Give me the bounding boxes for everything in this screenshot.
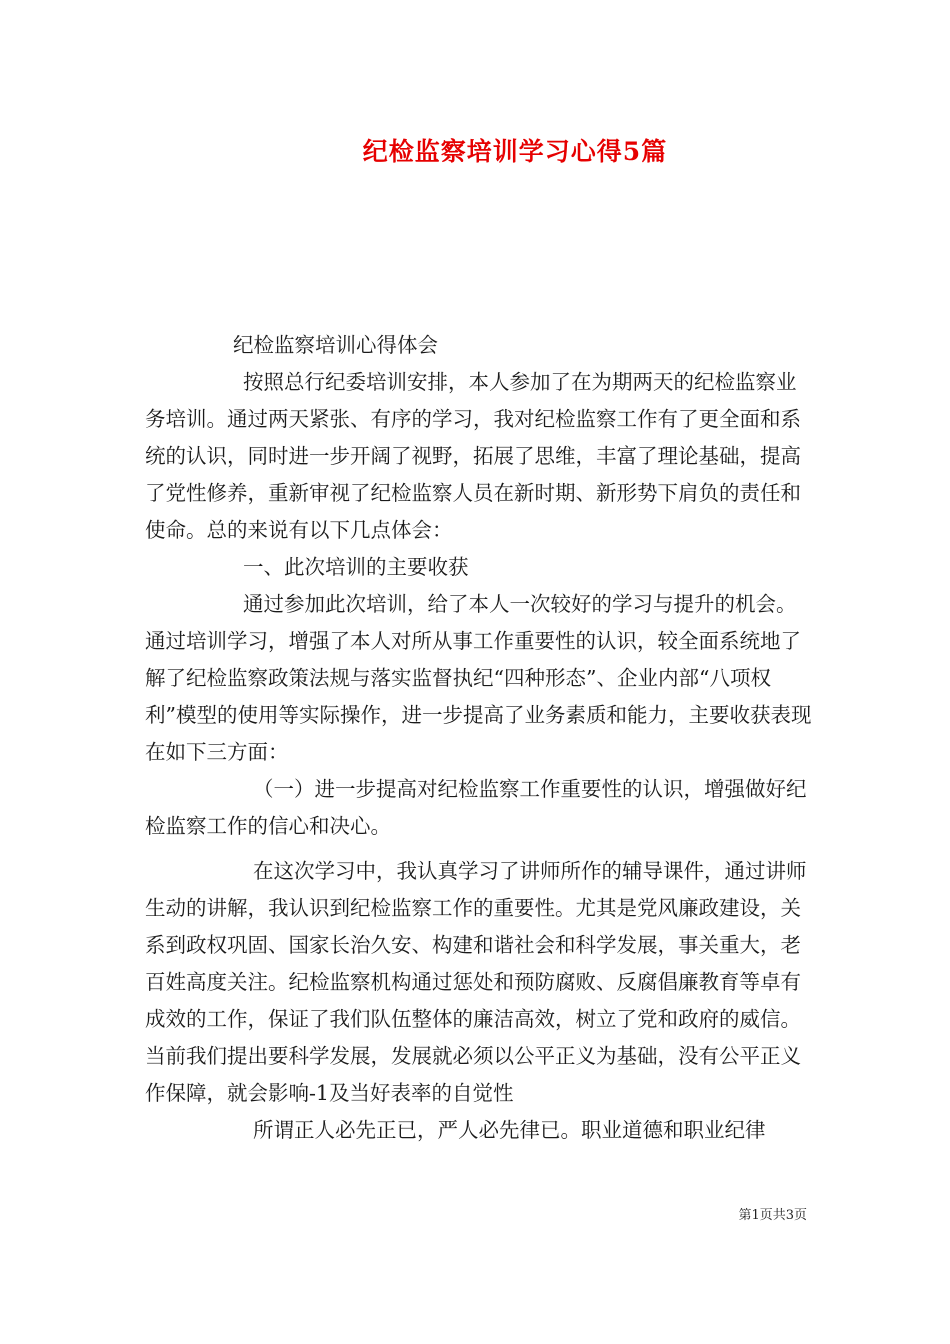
subsection-heading: （一）进一步提高对纪检监察工作重要性的认识，增强做好纪检监察工作的信心和决心。 (145, 777, 807, 838)
paragraph-intro: 按照总行纪委培训安排，本人参加了在为期两天的纪检监察业务培训。通过两天紧张、有序的学习，我对纪检监察工作有了更全面和系统的认识，同时进一步开阔了视野，拓展了思维，丰富了理论基础，提高了党性修养，重新审视了纪检监察人员在新时期、新形势下肩负的责任和使命。总的来说有以下几点体会： (145, 370, 801, 542)
paragraph-gains: 通过参加此次培训，给了本人一次较好的学习与提升的机会。通过培训学习，增强了本人对所从事工作重要性的认识，较全面系统地了解了纪检监察政策法规与落实监督执纪“四种形态”、企业内部“八项权利”模型的使用等实际操作，进一步提高了业务素质和能力，主要收获表现在如下三方面： (145, 592, 812, 764)
page-number-footer: 第1页共3页 (738, 1208, 807, 1223)
section-heading: 一、此次培训的主要收获 (243, 555, 469, 579)
paragraph-discipline: 所谓正人必先正已，严人必先律已。职业道德和职业纪律 (253, 1118, 766, 1142)
document-title: 纪检监察培训学习心得5篇 (362, 137, 668, 166)
paragraph-study: 在这次学习中，我认真学习了讲师所作的辅导课件，通过讲师生动的讲解，我认识到纪检监察工作的重要性。尤其是党风廉政建设，关系到政权巩固、国家长治久安、构建和谐社会和科学发展，事关重大，老百姓高度关注。纪检监察机构通过惩处和预防腐败、反腐倡廉教育等卓有成效的工作，保证了我们队伍整体的廉洁高效，树立了党和政府的威信。当前我们提出要科学发展，发展就必须以公平正义为基础，没有公平正义作保障，就会影响-1及当好表率的自觉性 (145, 859, 807, 1105)
document-body (145, 327, 813, 1149)
document-subtitle: 纪检监察培训心得体会 (233, 333, 438, 357)
